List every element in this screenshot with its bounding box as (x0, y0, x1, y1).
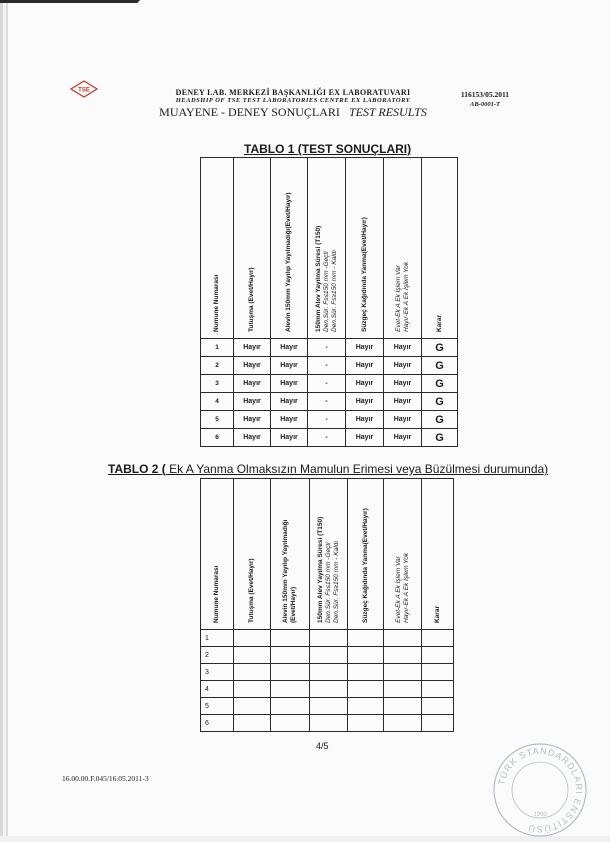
table1-header-main: Tutuşma (Evet/Hayır) (248, 267, 255, 332)
table1-header-main: Süzgeç Kağıdında Yanma(Evet/Hayır) (360, 217, 368, 332)
table2-cell (234, 715, 271, 732)
table2-cell (310, 698, 348, 715)
table2-title (108, 462, 548, 476)
table-row (201, 429, 458, 447)
table1-header-main: Karar (435, 315, 443, 332)
table2-header-main: Alevin 150mm Yayılıp Yayılmadığı (282, 519, 289, 623)
table1-header-4 (346, 158, 384, 339)
svg-text:1960: 1960 (533, 812, 547, 818)
scan-edge-top (0, 0, 140, 3)
official-stamp-icon (490, 740, 590, 840)
table2-cell (310, 647, 348, 664)
table2-cell (271, 647, 310, 664)
table1-header-row (201, 158, 458, 339)
table2-cell (348, 664, 384, 681)
table2-cell (234, 681, 271, 698)
table2-cell: 3 (201, 664, 234, 681)
table1-cell: G (422, 357, 458, 375)
table1-cell: Hayır (234, 375, 271, 393)
table1-header-5 (384, 158, 422, 339)
table2-cell (348, 647, 384, 664)
table2-header-text-5 (395, 553, 411, 623)
table1-header-sub: Hayır-Ek A Ek İşlem Yok (402, 261, 410, 332)
table2-header-sub: Evet-Ek A Ek İşlem Var (394, 556, 402, 623)
table1-header-text-0 (213, 275, 221, 332)
table2-cell (271, 664, 310, 681)
table2-header-main: Süzgeç Kağıdında Yanma(Evet/Hayır) (361, 508, 369, 623)
document-code: AB-0001-T (470, 101, 500, 108)
table2-cell (422, 630, 454, 647)
table1-cell: G (422, 339, 458, 357)
table2-cell (384, 630, 422, 647)
table2-header-5 (384, 479, 422, 630)
table2-cell (310, 630, 348, 647)
table-row (201, 664, 454, 681)
table1-cell: Hayır (384, 411, 422, 429)
table2-cell (234, 698, 271, 715)
table1-cell: 6 (201, 429, 234, 447)
table1-cell: Hayır (234, 429, 271, 447)
table2-header-3 (310, 479, 348, 630)
table1-cell: Hayır (271, 411, 308, 429)
page-number: 4/5 (316, 741, 329, 751)
table1-cell: - (308, 357, 346, 375)
table1-cell: Hayır (346, 357, 384, 375)
table2-header-text-3 (317, 517, 341, 623)
table2-cell (234, 664, 271, 681)
table1-header-sub: Den.Sür. Fs≥150 mm - Kaldı (330, 249, 338, 332)
table-row (201, 647, 454, 664)
table1-cell: Hayır (234, 393, 271, 411)
table1-cell: Hayır (271, 357, 308, 375)
table2-cell (310, 681, 348, 698)
table1-header-text-6 (436, 315, 444, 332)
document-number: 116153/05.2011 (460, 90, 510, 99)
table2-cell (384, 647, 422, 664)
table-row (201, 630, 454, 647)
table1-cell: Hayır (271, 429, 308, 447)
table2-header-main: (Evet/Hayır) (290, 586, 297, 623)
svg-text:TÜRK STANDARDLARI ENSTİTÜSÜ: TÜRK STANDARDLARI ENSTİTÜSÜ (496, 745, 585, 835)
table1-cell: Hayır (384, 375, 422, 393)
table1-header-text-3 (315, 226, 339, 332)
document-header (148, 88, 438, 120)
table1-cell: Hayır (346, 339, 384, 357)
table2-header-sub: Den.Sür. Fs≥150 mm - Kaldı (332, 540, 340, 623)
table1-cell: Hayır (384, 339, 422, 357)
table2-title-rest: Ek A Yanma Olmaksızın Mamulun Erimesi veya Büzülmesi durumunda) (165, 462, 549, 476)
table2-cell (422, 647, 454, 664)
table2 (200, 478, 454, 732)
header-line-1: DENEY LAB. MERKEZİ BAŞKANLIĞI EX LABORATUVARI (175, 88, 411, 97)
table-row (201, 393, 458, 411)
table1-cell: Hayır (346, 411, 384, 429)
table1-title: TABLO 1 (TEST SONUÇLARI) (244, 142, 412, 156)
table1-cell: Hayır (271, 339, 308, 357)
table2-header-main: Numune Numarası (213, 565, 220, 623)
table1-header-3 (308, 158, 346, 339)
table2-header-1 (234, 479, 271, 630)
table1-cell: 5 (201, 411, 234, 429)
table2-header-text-4 (362, 508, 370, 623)
table1-cell: 4 (201, 393, 234, 411)
table1-cell: Hayır (384, 393, 422, 411)
table2-header-6 (422, 479, 454, 630)
header-line-2: HEADSHIP OF TSE TEST LABORATORIES CENTRE EX LABORATORY (175, 97, 411, 104)
table-row (201, 411, 458, 429)
form-code: 16.00.00.F.045/16.05.2011-3 (62, 774, 149, 783)
table1-header-sub: Den.Sür. Fs≤150 mm -Geçti (322, 251, 330, 332)
table1-cell: Hayır (271, 393, 308, 411)
table2-cell (422, 698, 454, 715)
table1-header-main: Alevin 150mm Yayılıp Yayılmadığı(Evet/Hayır) (285, 192, 292, 332)
table1-header-6 (422, 158, 458, 339)
table2-cell: 6 (201, 715, 234, 732)
table2-cell (348, 715, 384, 732)
table2-cell: 2 (201, 647, 234, 664)
table2-cell (271, 681, 310, 698)
table2-cell: 1 (201, 630, 234, 647)
table1-cell: Hayır (271, 375, 308, 393)
table2-header-4 (348, 479, 384, 630)
table1-header-text-5 (395, 262, 411, 332)
table2-header-main: Tutuşma (Evet/Hayır) (248, 558, 255, 623)
table1-header-sub: Evet-Ek A Ek İşlem Var (394, 265, 402, 332)
table1-header-main: 150mm Alev Yayılma Süresi (T150) (314, 225, 322, 332)
header-line-3 (148, 105, 438, 120)
table2-cell (234, 647, 271, 664)
table2-header-text-2 (282, 520, 298, 623)
scan-edge-left (0, 0, 12, 842)
table2-cell (271, 715, 310, 732)
table1-cell: G (422, 411, 458, 429)
table1-header-1 (234, 158, 271, 339)
table2-cell (310, 715, 348, 732)
table2-header-row (201, 479, 454, 630)
svg-text:TSE: TSE (78, 87, 90, 94)
table1 (200, 157, 458, 447)
table1-cell: 3 (201, 375, 234, 393)
table1-cell: Hayır (346, 375, 384, 393)
table2-header-sub: Den.Sür. Fs≤150 mm -Geçti (324, 542, 332, 623)
table-row (201, 375, 458, 393)
table2-header-2 (271, 479, 310, 630)
table1-cell: G (422, 393, 458, 411)
table2-cell (348, 698, 384, 715)
table1-header-text-4 (361, 217, 369, 332)
table-row (201, 357, 458, 375)
table2-cell (310, 664, 348, 681)
table2-header-0 (201, 479, 234, 630)
table2-cell (384, 681, 422, 698)
table1-cell: Hayır (346, 429, 384, 447)
table2-header-main: Karar (433, 606, 441, 623)
table1-cell: 2 (201, 357, 234, 375)
tse-logo-icon (70, 80, 98, 98)
table2-cell (271, 698, 310, 715)
table1-cell: Hayır (346, 393, 384, 411)
table2-header-main: 150mm Alev Yayılma Süresi (T150) (316, 516, 324, 623)
table1-cell: - (308, 375, 346, 393)
table2-cell (422, 664, 454, 681)
table1-body (201, 339, 458, 447)
table1-header-text-2 (285, 192, 293, 332)
table2-header-text-0 (213, 566, 221, 623)
table2-cell (384, 715, 422, 732)
table1-header-0 (201, 158, 234, 339)
table-row (201, 681, 454, 698)
table1-cell: 1 (201, 339, 234, 357)
table1-cell: - (308, 411, 346, 429)
table2-title-prefix: TABLO 2 ( (108, 462, 166, 476)
table1-cell: - (308, 393, 346, 411)
table2-cell (384, 664, 422, 681)
table-row (201, 339, 458, 357)
table1-header-2 (271, 158, 308, 339)
table1-cell: G (422, 429, 458, 447)
table2-header-sub: Hayır-Ek A Ek İşlem Yok (402, 552, 410, 623)
table1-cell: Hayır (384, 429, 422, 447)
table1-cell: - (308, 429, 346, 447)
document-number-block (445, 90, 525, 110)
table2-cell (234, 630, 271, 647)
table2-cell (384, 698, 422, 715)
table1-cell: Hayır (384, 357, 422, 375)
table2-cell: 5 (201, 698, 234, 715)
table2-header-text-1 (248, 558, 256, 623)
header-title-tr: MUAYENE - DENEY SONUÇLARI (159, 105, 340, 119)
table2-cell (348, 630, 384, 647)
table1-header-main: Numune Numarası (213, 274, 220, 332)
table2-cell: 4 (201, 681, 234, 698)
table2-header-text-6 (434, 606, 442, 623)
table2-body (201, 630, 454, 732)
table2-cell (348, 681, 384, 698)
table1-header-text-1 (248, 267, 256, 332)
table1-cell: Hayır (234, 339, 271, 357)
table-row (201, 698, 454, 715)
table2-cell (422, 715, 454, 732)
table1-cell: - (308, 339, 346, 357)
table1-cell: Hayır (234, 357, 271, 375)
header-title-en: TEST RESULTS (348, 105, 427, 119)
table2-cell (271, 630, 310, 647)
table1-cell: G (422, 375, 458, 393)
table2-cell (422, 681, 454, 698)
table1-cell: Hayır (234, 411, 271, 429)
table-row (201, 715, 454, 732)
